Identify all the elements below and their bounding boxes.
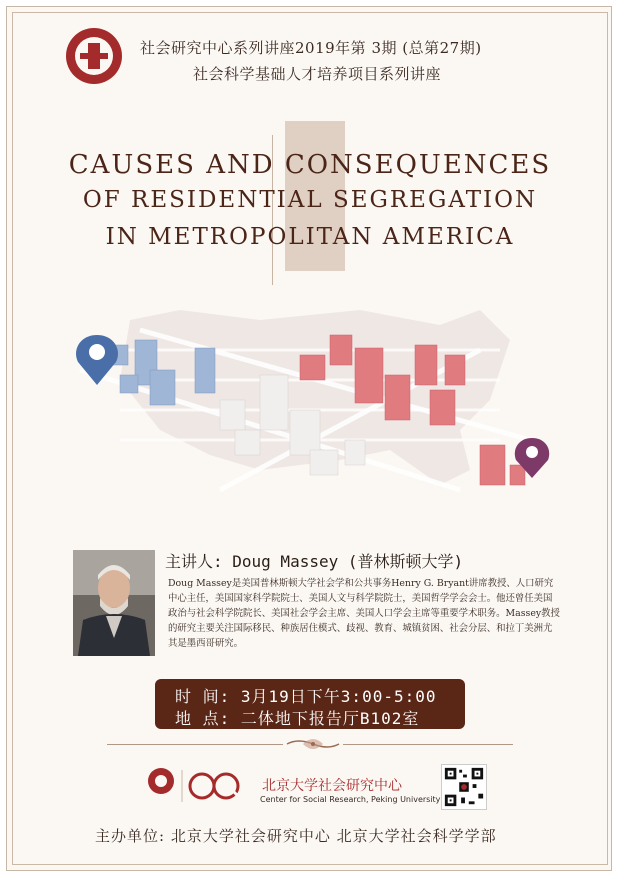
qr-code-icon (441, 764, 487, 810)
host-organizations: 主办单位: 北京大学社会研究中心 北京大学社会科学学部 (95, 827, 497, 845)
pku-seal-small-icon (148, 768, 174, 794)
organizer-name-en: Center for Social Research, Peking University (260, 795, 441, 804)
lecture-title-line-2: OF RESIDENTIAL SEGREGATION (82, 187, 538, 213)
ornament-flourish-icon (283, 736, 343, 752)
speaker-name: 主讲人: Doug Massey (普林斯顿大学) (165, 552, 464, 571)
lecture-series-title: 社会研究中心系列讲座2019年第 3期 (总第27期) (140, 39, 482, 57)
event-time: 时 间: 3月19日下午3:00-5:00 (175, 687, 437, 706)
speaker-bio: Doug Massey是美国普林斯顿大学社会学和公共事务Henry G. Bryant讲席教授、人口研究中心主任，美国国家科学院院士、美国人文与科学院院士，美国哲学学会会士。他还曾任美国政治与社会科学院院长、美国社会学会主席、美国人口学会主席等重要学术职务。Massey教授的研究主要关注国际移民、种族居住模式、歧视、教育、城镇贫困、社会分层、和拉丁美洲尤其是墨西哥研究。 (168, 578, 560, 649)
peking-university-seal-icon (66, 28, 122, 84)
lecture-title-line-1: CAUSES AND CONSEQUENCES (68, 150, 552, 180)
speaker-photo (73, 550, 155, 656)
organizer-name-cn: 北京大学社会研究中心 (262, 778, 402, 794)
event-place: 地 点: 二体地下报告厅B102室 (175, 709, 420, 728)
segregation-map-illustration (60, 290, 560, 515)
lecture-title-line-3: IN METROPOLITAN AMERICA (105, 224, 515, 250)
lecture-series-subtitle: 社会科学基础人才培养项目系列讲座 (193, 65, 442, 83)
csr-logo-icon (180, 768, 248, 804)
